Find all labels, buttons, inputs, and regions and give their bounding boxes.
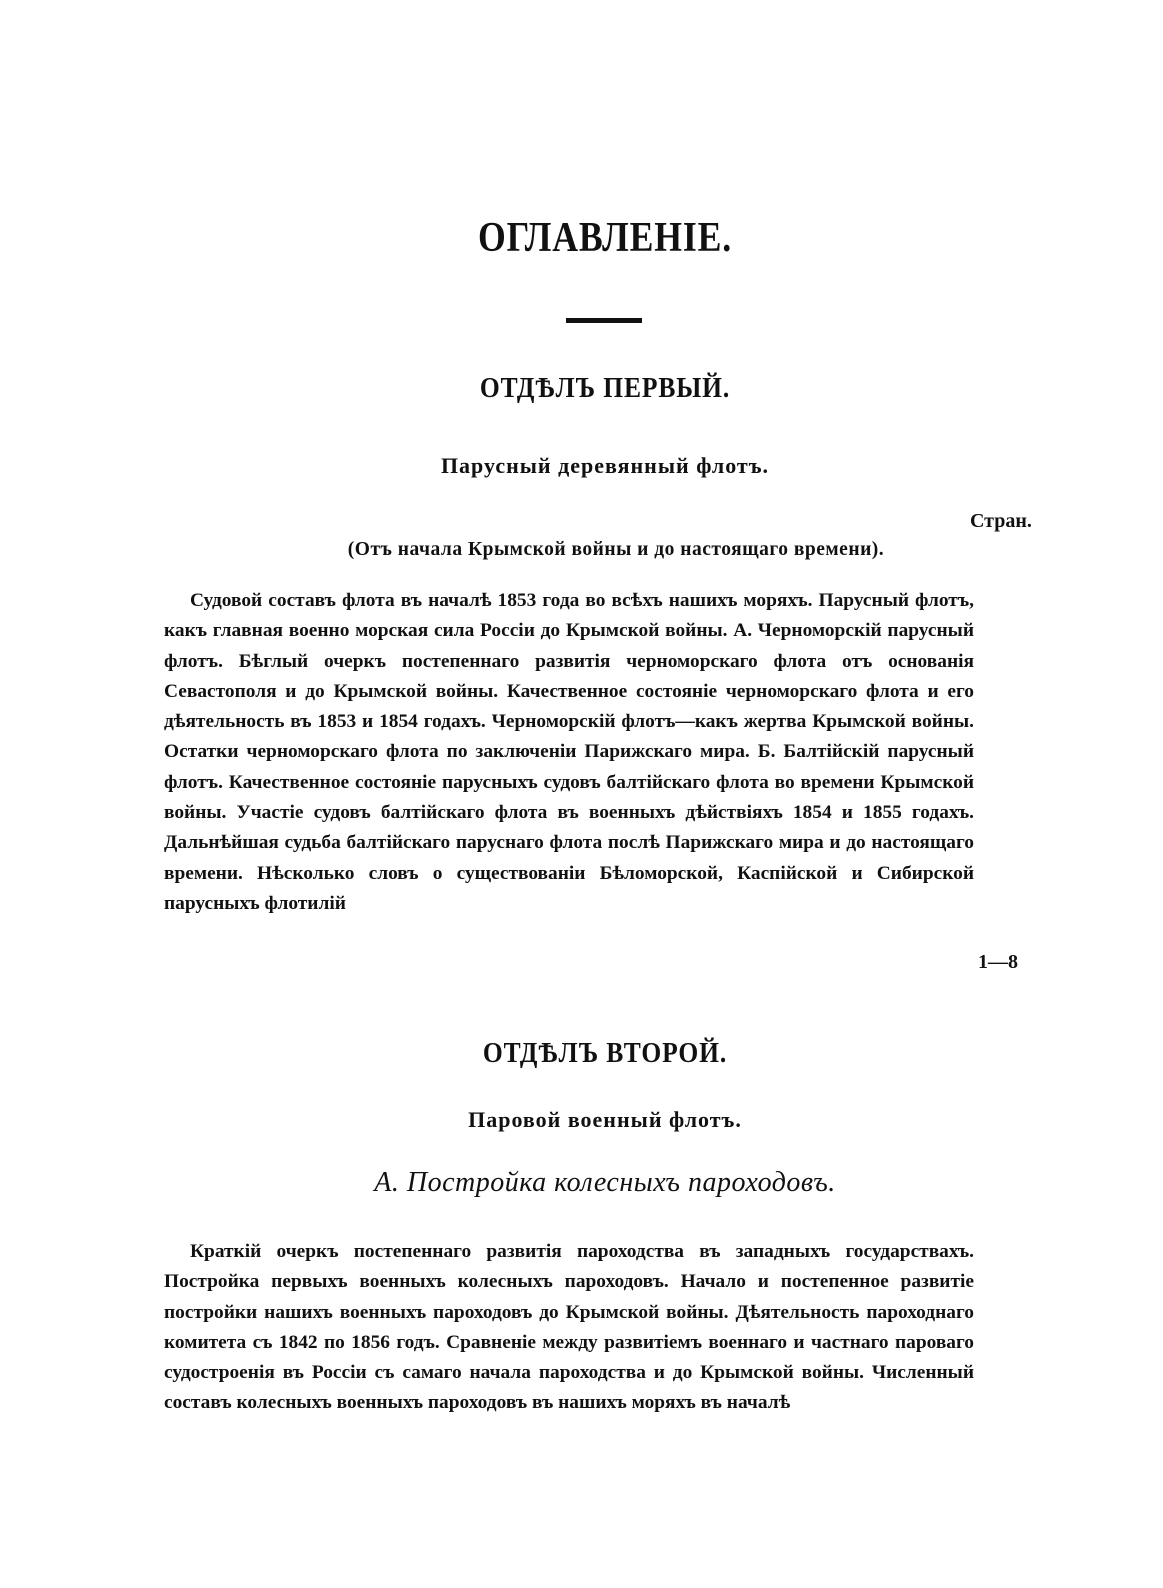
part-two-subsection-title: А. Постройка колесныхъ пароходовъ. bbox=[374, 1167, 836, 1198]
part-one-page-range: 1—8 bbox=[978, 951, 1018, 973]
part-two-entry-text: Краткій очеркъ постепеннаго развитія пароходства въ западныхъ государствахъ. Постройка первыхъ военныхъ колесныхъ пароходовъ. Начало и постепенное развитіе постройки нашихъ военныхъ пароходовъ до Крымской войны. Дѣятельность пароходнаго комитета съ 1842 по 1856 годъ. Сравненіе между развитіемъ военнаго и частнаго пароваго судостроенія въ Россіи съ самаго начала пароходства и до Крымской войны. Численный составъ колесныхъ военныхъ пароходовъ въ нашихъ моряхъ въ началѣ bbox=[164, 1241, 974, 1414]
part-two-heading: ОТДѢЛЪ ВТОРОЙ. bbox=[482, 1037, 728, 1069]
part-two-subtitle: Паровой военный флотъ. bbox=[468, 1107, 742, 1132]
page-title: ОГЛАВЛЕНІЕ. bbox=[477, 215, 733, 261]
part-one-entry-text: Судовой составъ флота въ началѣ 1853 года во всѣхъ нашихъ моряхъ. Парусный флотъ, какъ главная военно морская сила Россіи до Крымской войны. А. Черноморскій парусный флотъ. Бѣглый очеркъ постепеннаго развитія черноморскаго флота отъ основанія Севастополя и до Крымской войны. Качественное состояніе черноморскаго флота и его дѣятельность въ 1853 и 1854 годахъ. Черноморскій флотъ—какъ жертва Крымской войны. Остатки черноморскаго флота по заключеніи Парижскаго мира. Б. Балтійскій парусный флотъ. Качественное состояніе парусныхъ судовъ балтійскаго флота во времени Крымской войны. Участіе судовъ балтійскаго флота въ военныхъ дѣйствіяхъ 1854 и 1855 годахъ. Дальнѣйшая судьба балтійскаго паруснаго флота послѣ Парижскаго мира и до настоящаго времени. Нѣсколько словъ о существованіи Бѣломорской, Каспійской и Сибирской парусныхъ флотилій bbox=[164, 590, 974, 914]
part-one-subtitle: Парусный деревянный флотъ. bbox=[440, 453, 770, 478]
title-divider bbox=[566, 318, 642, 323]
page-column-label: Стран. bbox=[970, 510, 1032, 532]
part-one-period-note: (Отъ начала Крымской войны и до настоящаго времени). bbox=[347, 539, 885, 560]
part-one-heading: ОТДѢЛЪ ПЕРВЫЙ. bbox=[479, 372, 731, 404]
